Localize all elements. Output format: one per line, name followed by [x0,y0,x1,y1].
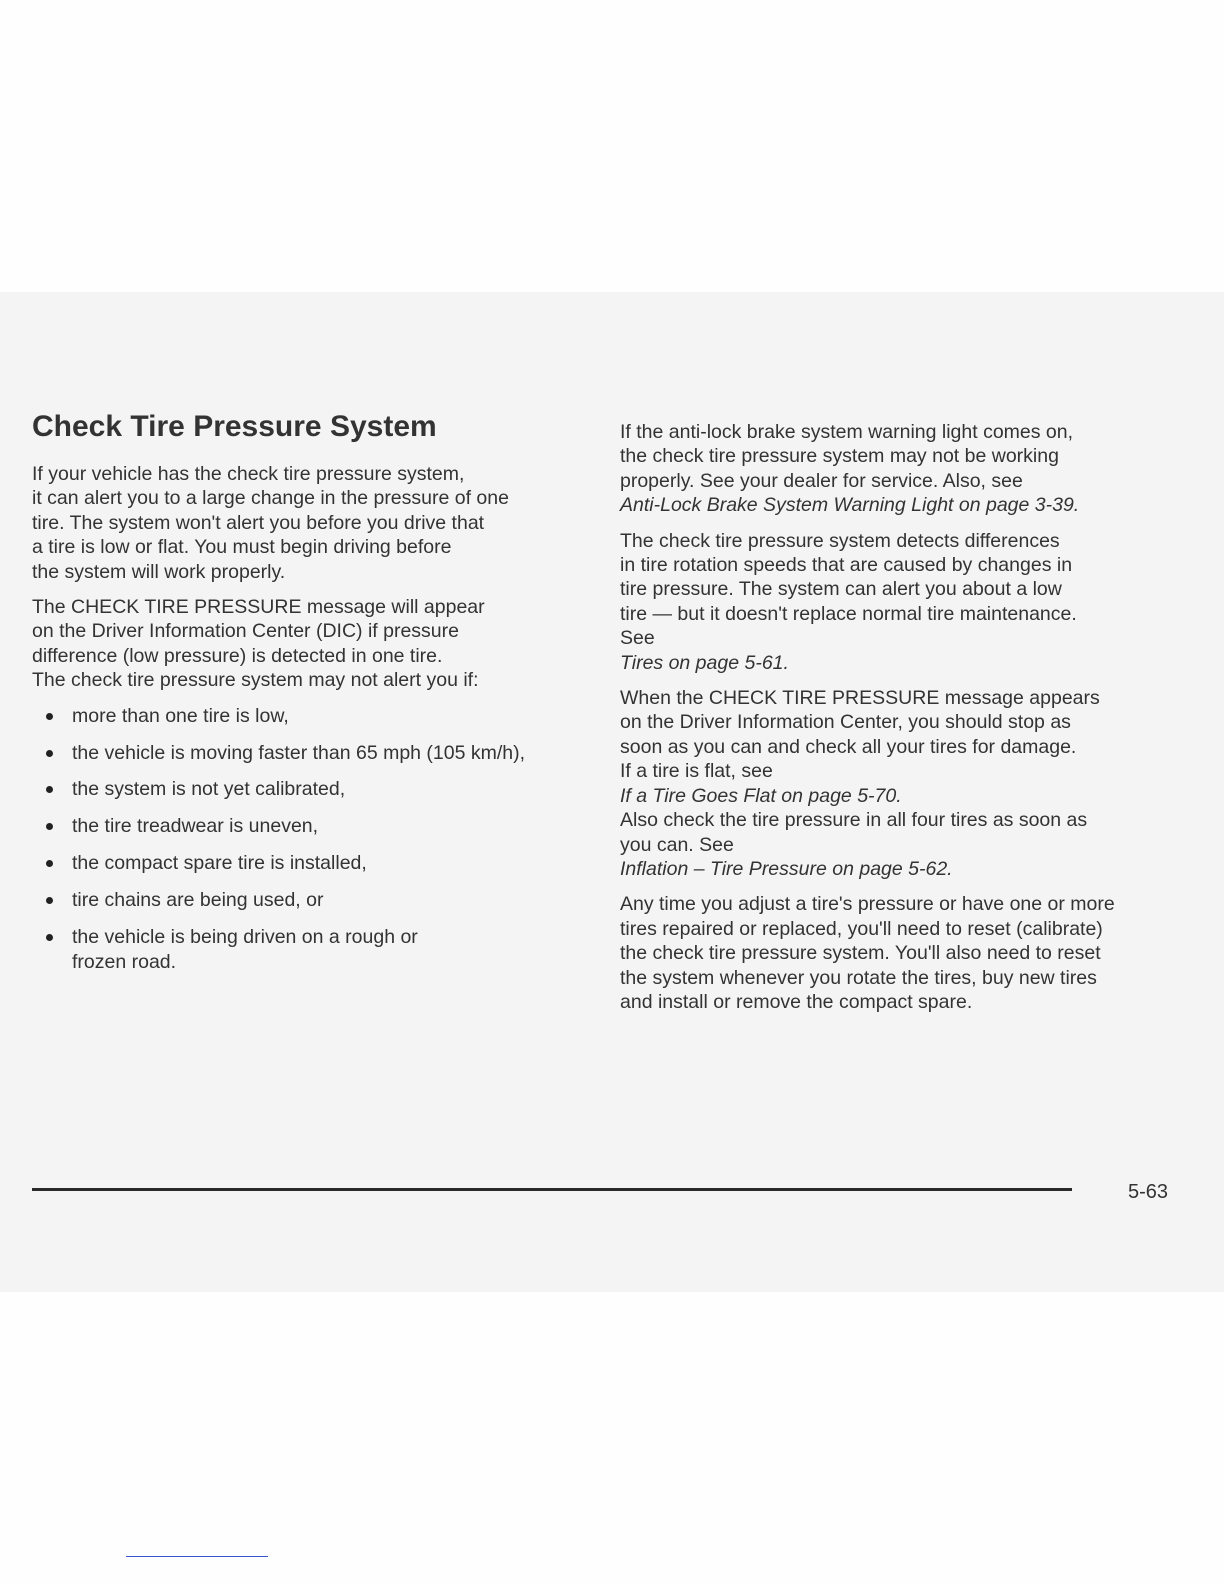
conditions-list [32,704,592,974]
text-line: soon as you can and check all your tires for damage. [620,735,1077,758]
right-column [620,420,1180,1025]
list-item: the vehicle is moving faster than 65 mph (105 km/h), [32,741,592,765]
cross-reference-link[interactable]: Anti-Lock Brake System Warning Light on page 3-39. [620,494,1080,517]
reset-paragraph [620,892,1180,1014]
bullet-icon [46,713,53,720]
bullet-icon [46,823,53,830]
list-item: the vehicle is being driven on a rough or frozen road. [32,925,472,974]
message-action-paragraph: When the CHECK TIRE PRESSURE message appears on the Driver Information Center, you should stop as soon as you can and check all your tires for damage. If a tire is flat, see If a Tire Goes Flat on page 5-70. Also check the tire pressure in all four tires as soon as you can. See Inflation – Tire Pressure on page 5-62. [620,686,1180,881]
text-line: in tire rotation speeds that are caused by changes in [620,554,1073,577]
text-line: When the CHECK TIRE PRESSURE message appears [620,687,1100,710]
abs-paragraph [620,420,1180,518]
cross-reference-link[interactable]: If a Tire Goes Flat on page 5-70. [620,784,902,807]
left-column [32,410,592,986]
text-line: Also check the tire pressure in all four tires as soon as [620,809,1088,832]
text-line: the check tire pressure system. You'll also need to reset [620,942,1101,965]
bullet-icon [46,786,53,793]
text-line: tire — but it doesn't replace normal tire maintenance. [620,602,1077,625]
detection-paragraph: The check tire pressure system detects differences in tire rotation speeds that are caused by changes in tire pressure. The system can alert you about a low tire — but it doesn't replace normal tire maintenance. See Tires on page 5-61. [620,529,1180,675]
divider [126,1556,268,1557]
text-line: the check tire pressure system may not be working [620,445,1059,468]
bullet-icon [46,860,53,867]
bullet-icon [46,897,53,904]
text-line: the system will work properly. [32,560,286,583]
list-item: the system is not yet calibrated, [32,777,592,801]
text-line: difference (low pressure) is detected in one tire. [32,644,443,667]
cross-reference-link[interactable]: Inflation – Tire Pressure on page 5-62. [620,857,953,880]
text-line: The check tire pressure system detects differences [620,529,1060,552]
intro-paragraph [32,462,592,584]
list-item: tire chains are being used, or [32,888,592,912]
text-line: If the anti-lock brake system warning light comes on, [620,421,1074,443]
text-line: tire. The system won't alert you before you drive that [32,511,485,534]
bullet-icon [46,934,53,941]
text-line: The check tire pressure system may not alert you if: [32,669,479,692]
bullet-icon [46,750,53,757]
text-line: If your vehicle has the check tire pressure system, [32,463,465,485]
text-line: a tire is low or flat. You must begin driving before [32,536,452,559]
text-line: on the Driver Information Center, you should stop as [620,711,1071,734]
text-line: properly. See your dealer for service. Also, see [620,469,1023,492]
text-line: and install or remove the compact spare. [620,990,973,1013]
text-line: on the Driver Information Center (DIC) if pressure [32,620,459,643]
manual-page [0,292,1224,1292]
text-line: it can alert you to a large change in the pressure of one [32,487,509,510]
text-line: Any time you adjust a tire's pressure or have one or more [620,893,1115,916]
list-item: the tire treadwear is uneven, [32,814,592,838]
page-number: 5-63 [1128,1181,1169,1203]
footer-rule [32,1188,1072,1191]
text-line: the system whenever you rotate the tires, buy new tires [620,966,1097,989]
text-line: tires repaired or replaced, you'll need to reset (calibrate) [620,917,1103,940]
section-title: Check Tire Pressure System [32,410,437,443]
cross-reference-link[interactable]: Tires on page 5-61. [620,651,789,674]
list-item: the compact spare tire is installed, [32,851,592,875]
list-item: more than one tire is low, [32,704,592,728]
text-line: The CHECK TIRE PRESSURE message will appear [32,596,485,619]
message-paragraph [32,595,592,693]
text-line: tire pressure. The system can alert you about a low [620,578,1062,601]
